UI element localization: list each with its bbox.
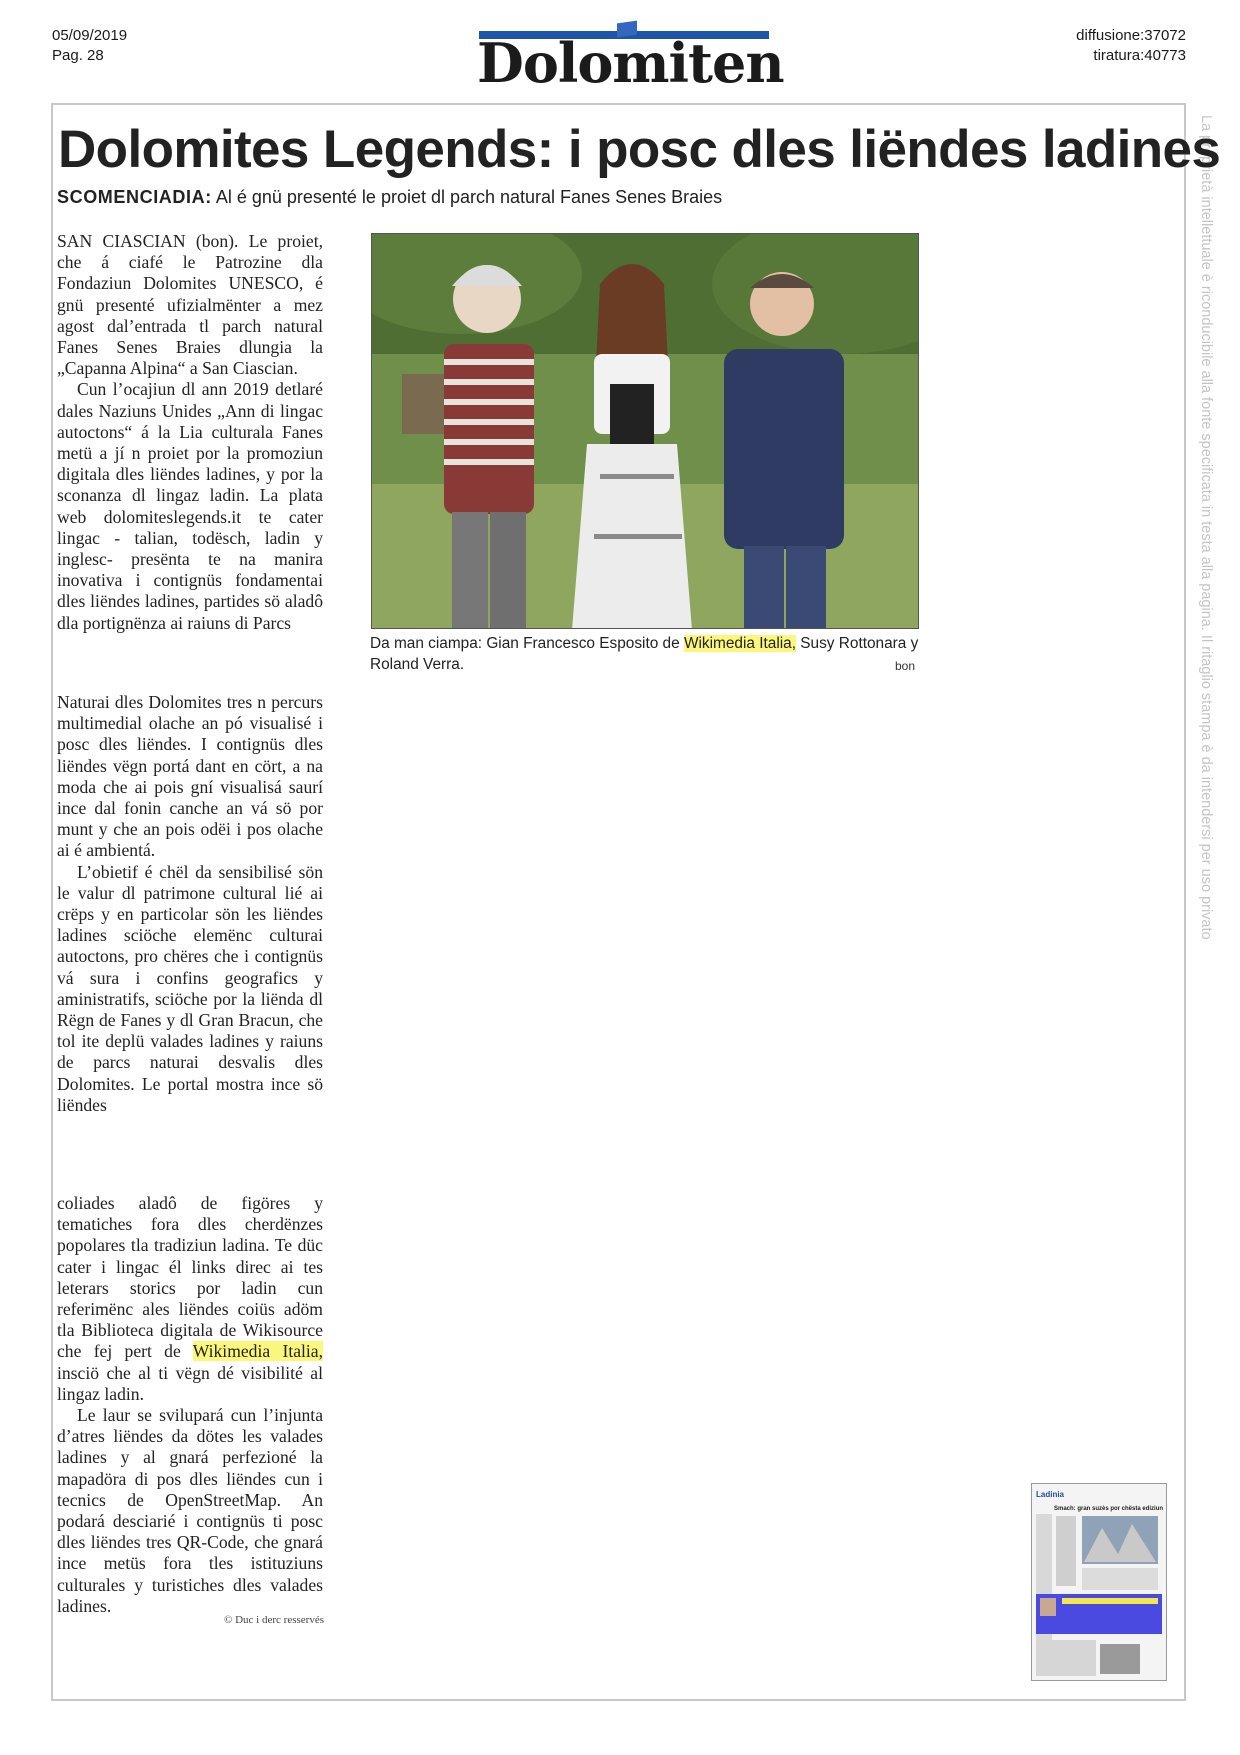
article-column-2: [57, 692, 323, 1116]
side-note-text: La proprietà intellettuale è riconducibile alla fonte specificata in testa alla pagina. Il ritaglio stampa è da intendersi per uso privato: [1198, 115, 1214, 940]
header-right: [1076, 26, 1186, 66]
article-column-1: [57, 231, 323, 634]
paragraph: Le laur se svilupará cun l’injunta d’atres liëndes da dötes les valades ladines y al gnará perfezioné la mapadöra di pos dles liëndes cun i tecnics de OpenStreetMap. An podará desciarié i contignüs ti posc dles liëndes tres QR-Code, che gnará ince metüs fora tles istituziuns culturales y turistiches dles valades ladines.: [57, 1405, 323, 1616]
masthead-logo: [477, 18, 784, 95]
paragraph: L’obietif é chël da sensibilisé sön le valur dl patrimone cultural lié ai crëps y en particolar sön les liëndes ladines sciöche elemënc culturai autoctons, pro chëres che i contignüs vá sura i confins geografics y aministratifs, sciöche por la liënda dl Rëgn de Fanes y dl Gran Bracun, che tol ite deplü valades ladines y raiuns de parcs naturai desvalis dles Dolomites. Le portal mostra ince sö liëndes: [57, 861, 323, 1115]
paragraph: Naturai dles Dolomites tres n percurs multimedial olache an pó visualisé i posc dles liëndes. I contignüs dles liëndes vëgn portá dant en cört, a na moda che ai pois gní visualisá saurí ince dal fonin canche an vá sö por munt y che an pois odëi i pos olache ai é ambientá.: [57, 692, 323, 861]
print-run: tiratura:40773: [1093, 47, 1186, 64]
copyright-notice: © Duc i derc resservés: [224, 1614, 324, 1626]
photo-caption: [370, 633, 923, 675]
paragraph-text: coliades aladô de figöres y tematiches fora dles cherdënzes popolares tla tradiziun ladina. Te düc cater i lingac él links direc ai tes leterars storics por ladin cun referimënc ales liëndes coiüs adöm tla Biblioteca digitala de Wikisource che fej pert de: [57, 1193, 323, 1362]
paragraph: [57, 1193, 323, 1405]
page-thumbnail: [1031, 1483, 1167, 1681]
paragraph-text: insciö che al ti vëgn dé visibilité al lingaz ladin.: [57, 1362, 323, 1404]
paragraph: Cun l’ocajiun dl ann 2019 detlaré dales Naziuns Unides „Ann di lingac autoctons“ á la Lia culturala Fanes metü a jí n proiet por la promoziun digitala dles liëndes ladines, y por la sconanza dl lingaz ladin. La plata web dolomiteslegends.it te cater lingac - talian, todësch, ladin y inglesc- presënta te na manira inovativa i contignüs fondamentai dles liëndes ladines, partides sö aladô dla portignënza ai raiuns di Parcs: [57, 379, 323, 633]
photo-illustration: [372, 234, 919, 629]
highlighted-text: Wikimedia Italia,: [192, 1341, 323, 1362]
diffusion-count: diffusione:37072: [1076, 27, 1186, 44]
article-headline: Dolomites Legends: i posc dles liëndes ladines: [58, 120, 1221, 179]
subhead-text: Al é gnü presenté le proiet dl parch natural Fanes Senes Braies: [215, 187, 723, 207]
header-left: [52, 26, 127, 66]
page-number: Pag. 28: [52, 47, 104, 64]
photo-credit: bon: [895, 659, 916, 673]
article-photo: [371, 233, 919, 629]
masthead-title: Dolomiten: [477, 31, 784, 95]
article-column-3: [57, 1193, 323, 1617]
copyright-side-note: [1198, 115, 1214, 1065]
highlighted-text: Wikimedia Italia,: [683, 635, 796, 652]
paragraph: SAN CIASCIAN (bon). Le proiet, che á ciafé le Patrozine dla Fondaziun Dolomites UNESCO, é gnü presenté ufizialmënter a mez agost dal’entrada tl parch natural Fanes Senes Braies dlungia la „Capanna Alpina“ a San Ciascian.: [57, 231, 323, 379]
thumbnail-section: Ladinia: [1036, 1490, 1065, 1499]
thumbnail-preview: [1032, 1484, 1166, 1680]
article-subhead: [57, 185, 722, 209]
thumbnail-headline: Smach: gran suzès por chësta ediziun: [1054, 1506, 1164, 1512]
caption-text: Susy Rottonara y Roland Verra.: [370, 635, 919, 673]
subhead-kicker: SCOMENCIADIA:: [57, 187, 212, 207]
publication-date: 05/09/2019: [52, 27, 128, 44]
caption-text: Da man ciampa: Gian Francesco Esposito de: [370, 635, 680, 652]
